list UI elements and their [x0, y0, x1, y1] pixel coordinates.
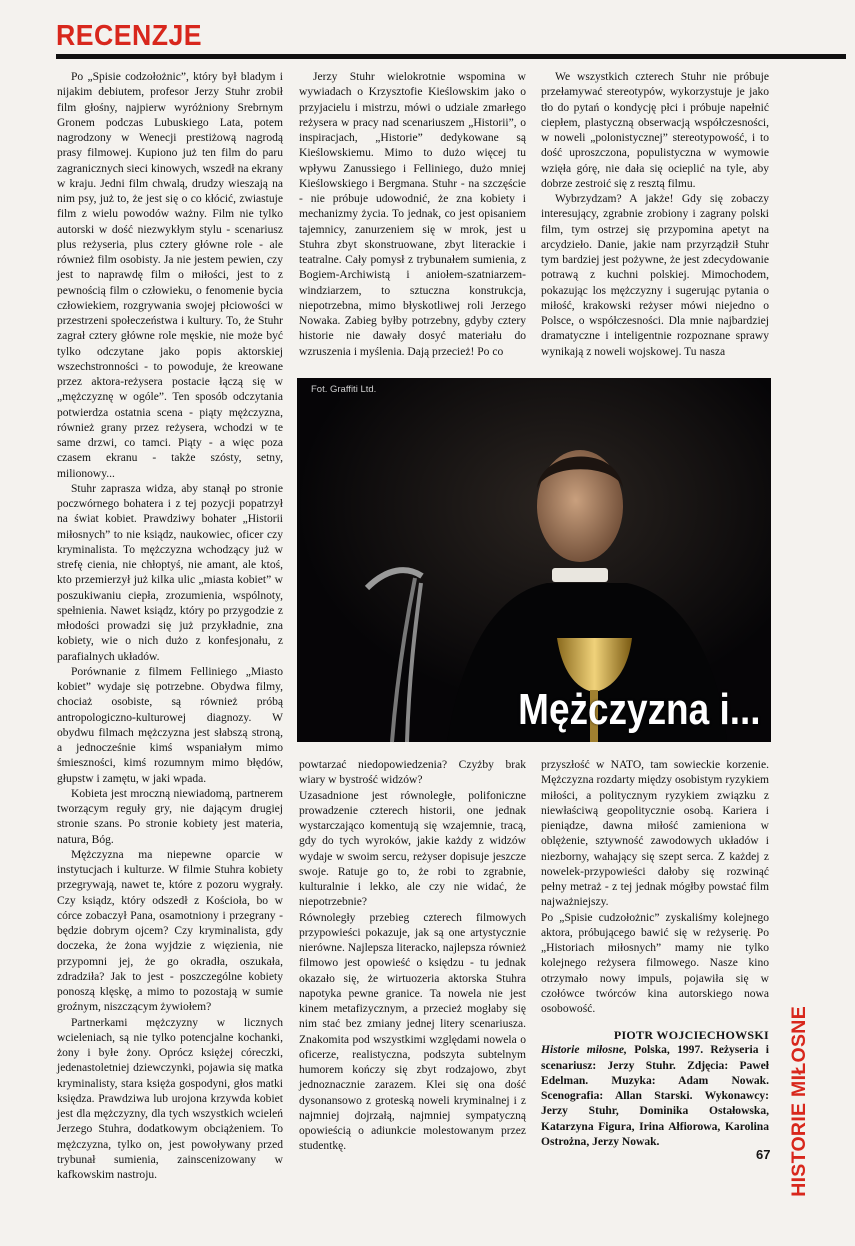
section-title: RECENZJE	[56, 20, 203, 52]
article-column-2	[299, 70, 526, 370]
review-credits	[541, 1028, 769, 1150]
paragraph: Partnerkami mężczyzny w licznych wcieleniach, są nie tylko potencjalne kochanki, żony i byłe żony. Oprócz księżej córeczki, jedenastoletniej dziewczynki, pojawia się matka kryminalisty, stara księża gospodyni, głos matki księdza. Prawdziwa lub urojona krzywda kobiet jest dla mężczyzny, dla tych wszystkich wcieleń Jerzego Stuhra, dodatkowym obciążeniem. To mężczyzna, tylko on, jest powoływany przed trybunał sumienia, zainscenizowany w kafkowskim nastroju.	[57, 1016, 283, 1181]
article-column-2-continued	[299, 758, 526, 1153]
film-title: Historie miłosne,	[541, 1044, 627, 1057]
side-label-text: HISTORIE MIŁOSNE	[788, 1006, 810, 1197]
article-column-1	[57, 70, 283, 1181]
paragraph: Po „Spisie codzołożnic”, który był bladym i nijakim debiutem, profesor Jerzy Stuhr zrobił film głośny, najpierw wyróżniony Srebrnym Gronem podczas Lubuskiego Lata, potem nagrodzony w Wenecji prestiżową nagrodą prasy filmowej. Kupiono już ten film do paru zagranicznych sieci kinowych, wszedł na ekrany w kraju. Jedni film chwalą, drudzy wieszają na nim psy, już to, że jest się o co kłócić, zwiastuje film z wielu powodów ważny. Film nie tylko autorski w dość niezwykłym stylu - scenariusz plus reżyseria, plus cztery główne role - ale również film osobisty. Ja nie jestem pewien, czy jest to naprawdę film o miłości, jest to z pewnością film o człowieku, o fenomenie bycia człowiekiem, rozgrywania swojej płciowości w przestrzeni społeczeństwa i kultury. To, że Stuhr zagrał cztery główne role męskie, nie może być tylko odczytane jako popis aktorskiej wszechstronności - to powoduje, że kreowane przez aktora-reżysera postacie łączą się w „mężczyznę w ogóle”. Ten sposób odczytania potwierdza ostatnia scena - piąty mężczyzna, również grany przez reżysera, wchodzi w te same drzwi, co tamci. Piąty - a więc poza czasem ekranu - także szósty, setny, milionowy...	[57, 71, 283, 480]
paragraph-continued: Po „Spisie cudzołożnic” zyskaliśmy kolejnego aktora, próbującego bawić się w reżyserię. Po „Historiach miłosnych” mamy nie tylko kolejnego reżysera filmowego. Nasze kino otrzymało nowy impuls, pojawiła się w czołówce twórców kina autorskiego nowa osobowość.	[541, 911, 769, 1015]
photo-caption: Mężczyzna i...	[518, 685, 761, 734]
photo-credit: Fot. Graffiti Ltd.	[311, 384, 377, 395]
paragraph: Kobieta jest mroczną niewiadomą, partnerem tworzącym reguły gry, nie dającym drugiej stronie szans. Po stronie kobiety jest materia, natura, Bóg.	[57, 787, 283, 846]
film-still-photo	[297, 378, 771, 742]
paragraph: Jerzy Stuhr wielokrotnie wspomina w wywiadach o Krzysztofie Kieślowskim jako o przyjacielu i mistrzu, mówi o udziale zmarłego reżysera w pracy nad scenariuszem „Historii”, o inspiracjach, „Historie” dedykowane są Kieślowskiemu. Mimo to dużo więcej tu wpływu Zanussiego i Felliniego, dużo mniej Kieślowskiego i Bergmana. Stuhr - na szczęście - nie próbuje udowodnić, że zna kobiety i mechanizmy życia. To jednak, co jest opisaniem tajemnicy, zanurzeniem się w mrok, jest u Stuhra zbyt skonstruowane, zbyt literackie i teatralne. Cały pomysł z trybunałem sumienia, z Bogiem-Archiwistą i aniołem-szatniarzem-windziarzem, to sztuczna konstrukcja, niepotrzebna, mimo błyskotliwej roli Jerzego Nowaka. Zabieg byłby potrzebny, gdyby cztery historie nie dawały dosyć materiału do wzruszenia i myślenia. Dają przecież! Po co	[299, 71, 526, 358]
paragraph-continued: Równoległy przebieg czterech filmowych przypowieści pokazuje, jak są one artystycznie nierówne. Najlepsza literacko, najlepsza również filmowo jest opowieść o księdzu - tu jednak okazało się, że wirtuozeria aktorska Stuhra napotyka pewne granice. Ta nowela nie jest kinem metafizycznym, a przecież mogłaby się nim stać bez zmiany jednej litery scenariusza. Znakomita pod wszystkimi względami nowela o oficerze, realistyczna, podszyta subtelnym humorem kończy się zbyt rodzajowo, zbyt jednoznacznie zarazem. Klei się ona dość dysonansowo z groteską noweli kryminalnej i z najmniej dojrzałą, najmniej sympatyczną opowieścią o adiunkcie molestowanym przez studentkę.	[299, 911, 526, 1153]
paragraph-continued: Uzasadnione jest równoległe, polifoniczne prowadzenie czterech historii, one jednak wystarczająco komentują się wzajemnie, tracą, gdy do tych wyroków, jakie każdy z widzów wydaje w swoim sercu, reżyser dopisuje jeszcze swoje. Ratuje go to, że robi to zgrabnie, kulturalnie i lekko, ale czy nie widać, że niepotrzebnie?	[299, 789, 526, 909]
paragraph-continued: powtarzać niedopowiedzenia? Czyżby brak wiary w bystrość widzów?	[299, 759, 526, 787]
paragraph-continued: przyszłość w NATO, tam sowieckie korzenie. Mężczyzna rozdarty między osobistym ryzykiem miłości, a politycznym ryzykiem związku z niewłaściwą geopolitycznie osobą. Kariera i pieniądze, dawna miłość zamieniona w oblężenie, sztywność zawodowych układów i niezborny, wahający się szept serca. Z każdej z nowelek-przypowieści dałoby się rozwinąć pełny metraż - z tej jednak mógłby powstać film najważniejszy.	[541, 759, 769, 909]
paragraph: Mężczyzna ma niepewne oparcie w instytucjach i kulturze. W filmie Stuhra kobiety przegrywają, nawet te, które z pozoru wygrały. Czy ksiądz, który odszedł z Kościoła, bo w córce zobaczył Pana, osamotniony i przegrany - będzie dobrym ojcem? Czy kryminalista, gdy doczeka, że żona wyjdzie z więzienia, nie przypomni jej, że go okradła, oszukała, zdradziła? Jak to jest - poszczególne kobiety ponoszą klęskę, a mimo to pozostają w sumie groźnym, niszczącym żywiołem?	[57, 848, 283, 1014]
film-credits	[541, 1043, 769, 1150]
title-rule	[56, 54, 846, 59]
paragraph: Wybrzydzam? A jakże! Gdy się zobaczy interesujący, zgrabnie zrobiony i zagrany polski film, tym ostrzej się przypomina apetyt na arcydzieło. Danie, jakie nam przyrządził Stuhr tym bardziej jest pożywne, że jest zdecydowanie potrawą z kuchni polskiej. Mimochodem, pokazując los mężczyzny i sugerując pytania o miłość, krakowski reżyser mówi niejedno o Polsce, o współczesności. Dla mnie najbardziej dramatyczne i inteligentnie rozpoznane sprawy wynikają z noweli wojskowej. Tu nasza	[541, 193, 769, 358]
article-column-3-continued	[541, 758, 769, 1033]
paragraph: Stuhr zaprasza widza, aby stanął po stronie poczwórnego bohatera i z tej pozycji popatrzył na świat kobiet. Prawdziwy bohater „Historii miłosnych” to nie ksiądz, naukowiec, oficer czy kryminalista. To mężczyzna wchodzący już w strefę cienia, nie chłoptyś, nie amant, ale ktoś, kto przemierzył już kilka ulic „miasta kobiet” w poszukiwaniu ciepła, zrozumienia, wspólnoty, spełnienia. Nawet ksiądz, który po przygodzie z młodości prowadzi się już przykładnie, zna kobiety, wie o nich dużo z konfesjonału, z parafialnych układów.	[57, 482, 283, 663]
page-number: 67	[756, 1147, 771, 1162]
section-side-label	[781, 1006, 811, 1246]
author-name: PIOTR WOJCIECHOWSKI	[613, 1028, 769, 1042]
film-details: Polska, 1997. Reżyseria i scenariusz: Jerzy Stuhr. Zdjęcia: Paweł Edelman. Muzyka: Adam Nowak. Scenografia: Allan Starski. Wykonawcy: Jerzy Stuhr, Dominika Ostałowska, Katarzyna Figura, Irina Ałfiorowa, Karolina Ostrożna, Jerzy Nowak.	[541, 1044, 770, 1148]
article-column-3	[541, 70, 769, 370]
paragraph: We wszystkich czterech Stuhr nie próbuje przełamywać stereotypów, wykorzystuje je jako tło do pytań o kondycję płci i próbuje napełnić ciepłem, plastyczną obserwacją współczesności, w noweli „polonistycznej” stereotypowość, i to dość uproszczona, populistyczna w wymowie wzięła górę, nie dała się ocieplić na tyle, aby dobrze zestroić się z resztą filmu.	[541, 71, 769, 190]
paragraph: Porównanie z filmem Felliniego „Miasto kobiet” wydaje się potrzebne. Obydwa filmy, chociaż osobiste, są również próbą antropologiczno-kulturowej diagnozy. W obydwu filmach mężczyzna jest słabszą stroną, a jednocześnie kimś wspaniałym mimo śmieszności, kimś rozumnym mimo błędów, głupstw i zamętu, w jaki wpada.	[57, 665, 283, 785]
